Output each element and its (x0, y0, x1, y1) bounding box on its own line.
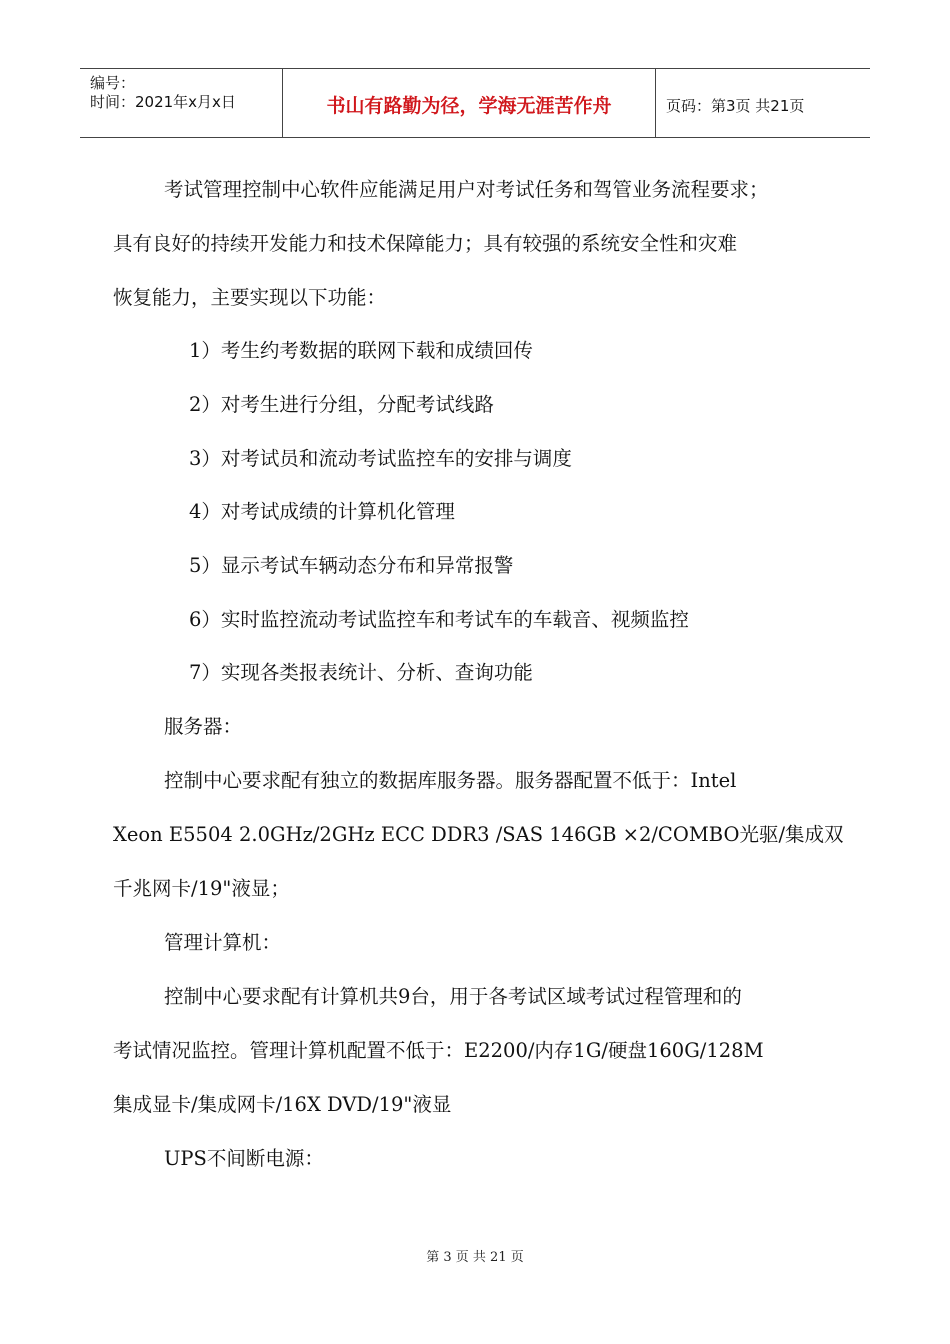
function-item-6: 6）实时监控流动考试监控车和考试车的车载音、视频监控 (189, 608, 689, 631)
header-motto-cell (282, 69, 656, 137)
motto: 书山有路勤为径，学海无涯苦作舟 (326, 95, 612, 117)
mgmt-title: 管理计算机： (164, 931, 282, 954)
function-item-4: 4）对考试成绩的计算机化管理 (189, 500, 455, 523)
header-page-cell (656, 69, 870, 137)
mgmt-line-2: 考试情况监控。管理计算机配置不低于：E2200/内存1G/硬盘160G/128M (113, 1039, 764, 1062)
number-label: 编号： (90, 74, 136, 92)
page-footer: 第 3 页 共 21 页 (426, 1250, 524, 1265)
function-item-3: 3）对考试员和流动考试监控车的安排与调度 (189, 447, 572, 470)
header-meta-cell (80, 69, 282, 137)
server-title: 服务器： (164, 715, 243, 738)
function-item-1: 1）考生约考数据的联网下载和成绩回传 (189, 339, 533, 362)
function-item-7: 7）实现各类报表统计、分析、查询功能 (189, 661, 533, 684)
server-line-2: Xeon E5504 2.0GHz/2GHz ECC DDR3 /SAS 146GB ×2/COMBO光驱/集成双 (113, 823, 844, 846)
page-number-label: 页码：第3页 共21页 (666, 97, 805, 115)
intro-line-2: 具有良好的持续开发能力和技术保障能力；具有较强的系统安全性和灾难 (113, 232, 738, 255)
function-item-2: 2）对考生进行分组，分配考试线路 (189, 393, 494, 416)
page-header (80, 68, 870, 138)
ups-title: UPS不间断电源： (164, 1147, 324, 1170)
intro-line-3: 恢复能力，主要实现以下功能： (113, 286, 387, 309)
server-line-1: 控制中心要求配有独立的数据库服务器。服务器配置不低于：Intel (164, 769, 737, 792)
function-item-5: 5）显示考试车辆动态分布和异常报警 (189, 554, 514, 577)
mgmt-line-1: 控制中心要求配有计算机共9台，用于各考试区域考试过程管理和的 (164, 985, 742, 1008)
server-line-3: 千兆网卡/19"液显； (113, 877, 290, 900)
intro-line-1: 考试管理控制中心软件应能满足用户对考试任务和驾管业务流程要求； (164, 178, 769, 201)
mgmt-line-3: 集成显卡/集成网卡/16X DVD/19"液显 (113, 1093, 452, 1116)
time-label: 时间：2021年x月x日 (90, 93, 236, 111)
